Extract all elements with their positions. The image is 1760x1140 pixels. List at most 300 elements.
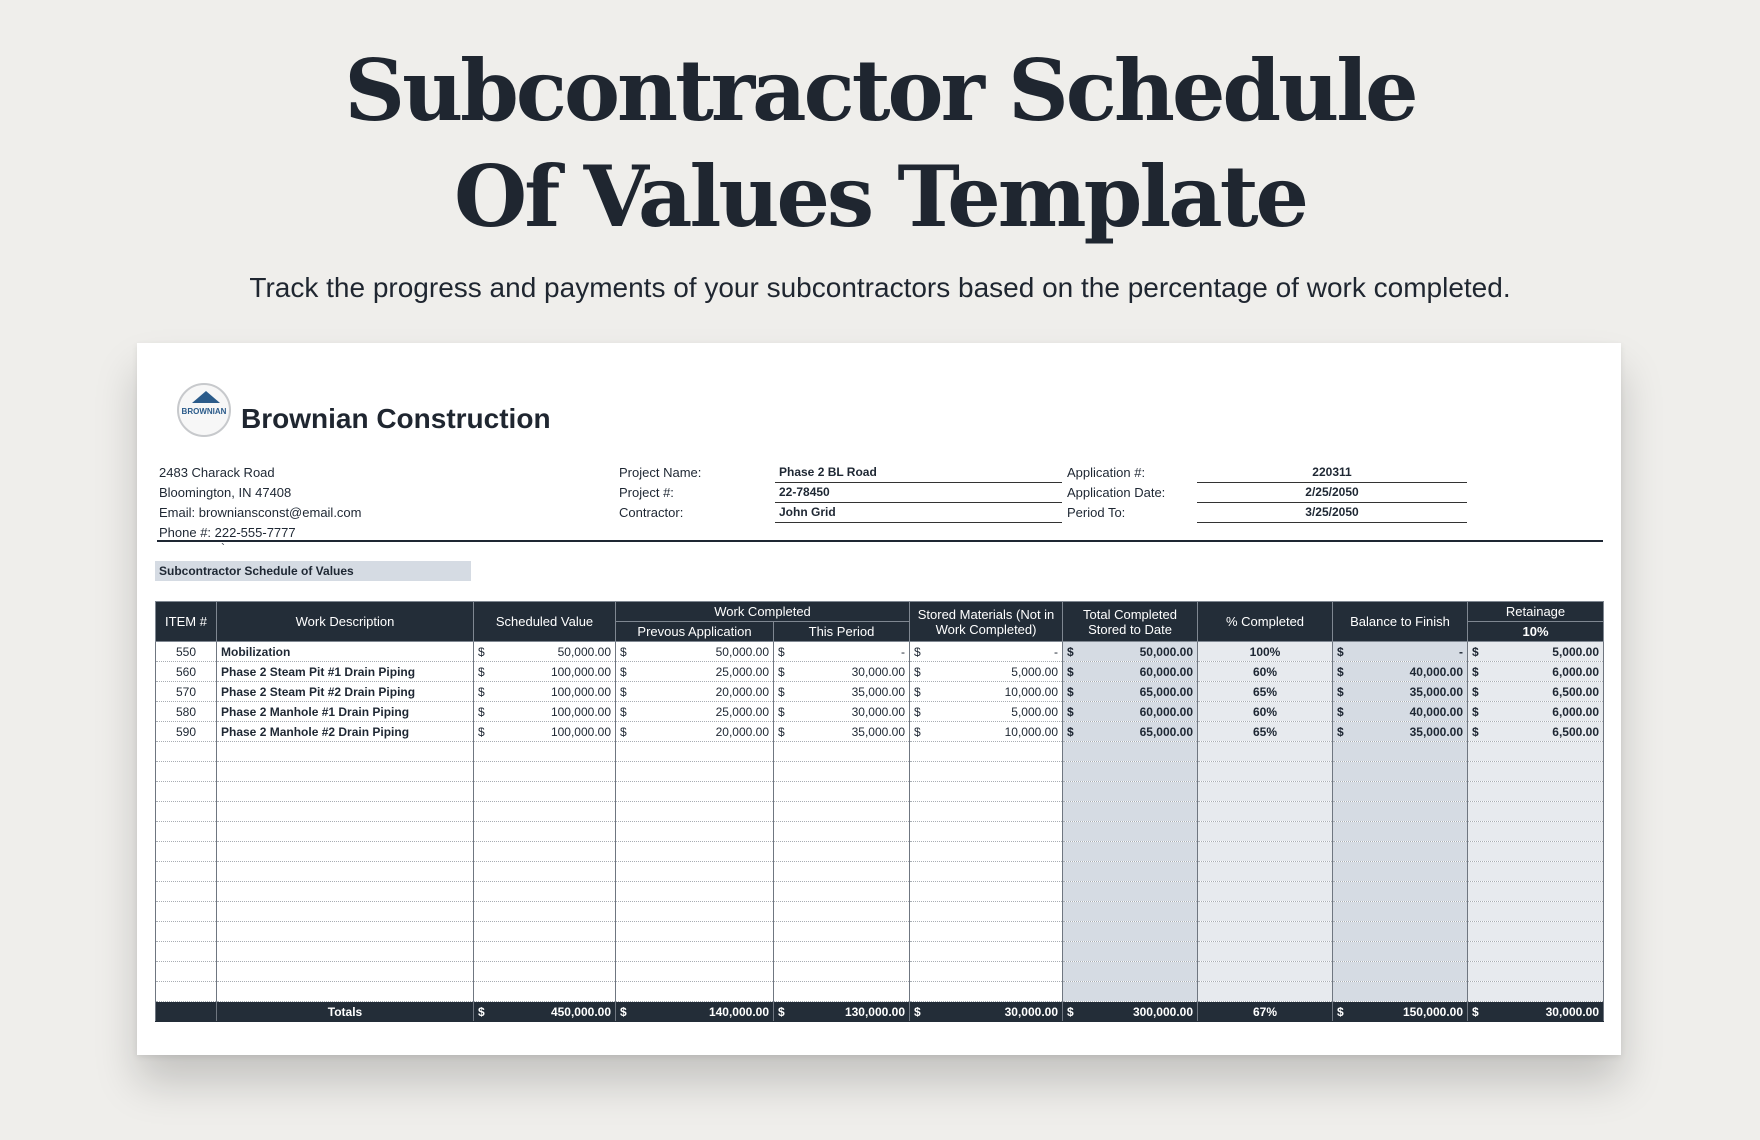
empty-cell[interactable] — [156, 922, 217, 942]
empty-cell[interactable] — [616, 822, 774, 842]
empty-cell[interactable] — [1468, 782, 1604, 802]
empty-cell[interactable] — [774, 982, 910, 1002]
empty-cell[interactable] — [1468, 802, 1604, 822]
currency-symbol: $ — [1472, 684, 1479, 699]
money-cell[interactable] — [910, 1002, 1063, 1022]
hero-title-line-1: Subcontractor Schedule — [344, 41, 1416, 140]
empty-cell[interactable] — [774, 882, 910, 902]
amount: 40,000.00 — [1409, 664, 1464, 679]
amount: 450,000.00 — [550, 1004, 611, 1019]
money-cell[interactable] — [1333, 1002, 1468, 1022]
money-cell[interactable] — [474, 722, 616, 742]
amount: 30,000.00 — [851, 664, 906, 679]
empty-cell[interactable] — [217, 982, 474, 1002]
empty-cell[interactable] — [1063, 782, 1198, 802]
amount: 35,000.00 — [1409, 684, 1464, 699]
empty-cell[interactable] — [1468, 842, 1604, 862]
empty-cell[interactable] — [474, 922, 616, 942]
table-row — [156, 662, 1604, 682]
currency-symbol: $ — [620, 684, 627, 699]
amount: 25,000.00 — [715, 664, 769, 679]
currency-symbol: $ — [1067, 684, 1074, 699]
empty-row — [156, 862, 1604, 882]
currency-symbol: $ — [914, 664, 921, 679]
currency-symbol: $ — [778, 724, 785, 739]
empty-cell[interactable] — [910, 922, 1063, 942]
money-value — [778, 705, 905, 719]
empty-cell[interactable] — [1333, 802, 1468, 822]
money-cell[interactable] — [774, 702, 910, 722]
amount: 30,000.00 — [851, 704, 906, 719]
empty-cell[interactable] — [1333, 762, 1468, 782]
money-value — [620, 685, 769, 699]
percent-completed-cell[interactable]: 60% — [1198, 662, 1333, 682]
money-value — [478, 705, 611, 719]
empty-cell[interactable] — [774, 842, 910, 862]
period-to-field[interactable]: 3/25/2050 — [1197, 503, 1467, 523]
money-cell[interactable] — [774, 682, 910, 702]
empty-cell[interactable] — [1468, 822, 1604, 842]
empty-cell[interactable] — [474, 862, 616, 882]
money-value — [1337, 645, 1463, 659]
empty-cell[interactable] — [1198, 762, 1333, 782]
work-description-cell[interactable]: Phase 2 Steam Pit #1 Drain Piping — [217, 662, 474, 682]
table-row — [156, 642, 1604, 662]
amount: - — [1054, 644, 1059, 659]
empty-cell[interactable] — [1333, 982, 1468, 1002]
empty-cell[interactable] — [616, 802, 774, 822]
money-cell[interactable] — [1468, 662, 1604, 682]
percent-completed-cell[interactable]: 60% — [1198, 702, 1333, 722]
money-cell[interactable] — [616, 702, 774, 722]
work-description-cell[interactable]: Phase 2 Manhole #2 Drain Piping — [217, 722, 474, 742]
money-cell[interactable] — [616, 682, 774, 702]
currency-symbol: $ — [620, 704, 627, 719]
empty-cell[interactable] — [774, 922, 910, 942]
totals-label: Totals — [217, 1002, 474, 1022]
empty-cell[interactable] — [616, 922, 774, 942]
empty-cell[interactable] — [774, 762, 910, 782]
project-labels — [619, 463, 701, 523]
money-cell[interactable] — [1063, 642, 1198, 662]
item-number-cell[interactable]: 570 — [156, 682, 217, 702]
empty-cell[interactable] — [1333, 882, 1468, 902]
empty-cell[interactable] — [156, 962, 217, 982]
money-cell[interactable] — [1333, 702, 1468, 722]
empty-cell[interactable] — [1198, 842, 1333, 862]
empty-cell[interactable] — [217, 822, 474, 842]
amount: 30,000.00 — [1545, 1004, 1600, 1019]
work-description-cell[interactable]: Phase 2 Steam Pit #2 Drain Piping — [217, 682, 474, 702]
currency-symbol: $ — [1472, 704, 1479, 719]
amount: 40,000.00 — [1409, 704, 1464, 719]
empty-cell[interactable] — [474, 802, 616, 822]
empty-cell[interactable] — [217, 802, 474, 822]
empty-cell[interactable] — [1198, 802, 1333, 822]
empty-cell[interactable] — [774, 742, 910, 762]
empty-cell[interactable] — [156, 942, 217, 962]
currency-symbol: $ — [914, 704, 921, 719]
money-value — [1067, 685, 1193, 699]
money-cell[interactable] — [1468, 642, 1604, 662]
project-number-field[interactable]: 22-78450 — [775, 483, 1062, 503]
money-value — [620, 665, 769, 679]
amount: 60,000.00 — [1139, 704, 1194, 719]
empty-cell[interactable] — [1468, 902, 1604, 922]
column-header-previous-application: Prevous Application — [616, 622, 774, 642]
empty-cell[interactable] — [910, 762, 1063, 782]
empty-cell[interactable] — [616, 862, 774, 882]
currency-symbol: $ — [478, 644, 485, 659]
empty-cell[interactable] — [910, 782, 1063, 802]
money-value — [1067, 725, 1193, 739]
contractor-field[interactable]: John Grid — [775, 503, 1062, 523]
application-number-field[interactable]: 220311 — [1197, 463, 1467, 483]
percent-completed-cell[interactable]: 65% — [1198, 722, 1333, 742]
work-description-cell[interactable]: Mobilization — [217, 642, 474, 662]
currency-symbol: $ — [620, 644, 627, 659]
empty-cell[interactable] — [1198, 742, 1333, 762]
empty-cell[interactable] — [910, 902, 1063, 922]
empty-cell[interactable] — [1333, 962, 1468, 982]
amount: - — [1459, 644, 1464, 659]
empty-cell[interactable] — [1198, 782, 1333, 802]
empty-cell[interactable] — [616, 742, 774, 762]
empty-cell[interactable] — [217, 782, 474, 802]
amount: 10,000.00 — [1004, 684, 1059, 699]
amount: 65,000.00 — [1139, 684, 1194, 699]
empty-cell[interactable] — [910, 802, 1063, 822]
retainage-percent[interactable]: 10% — [1468, 622, 1604, 642]
money-value — [1337, 705, 1463, 719]
currency-symbol: $ — [620, 1004, 627, 1019]
money-cell[interactable] — [774, 1002, 910, 1022]
empty-cell[interactable] — [1198, 942, 1333, 962]
column-header-this-period: This Period — [774, 622, 910, 642]
money-value — [914, 685, 1058, 699]
money-cell[interactable] — [1333, 682, 1468, 702]
percent-completed-cell[interactable]: 65% — [1198, 682, 1333, 702]
empty-cell[interactable] — [217, 862, 474, 882]
house-icon — [192, 391, 220, 403]
empty-cell[interactable] — [774, 862, 910, 882]
money-cell[interactable] — [616, 722, 774, 742]
column-header-retainage: Retainage — [1468, 602, 1604, 622]
empty-cell[interactable] — [616, 762, 774, 782]
currency-symbol: $ — [1067, 704, 1074, 719]
money-value — [778, 685, 905, 699]
empty-cell[interactable] — [1468, 882, 1604, 902]
currency-symbol: $ — [1472, 664, 1479, 679]
empty-cell[interactable] — [156, 742, 217, 762]
money-cell[interactable] — [1063, 662, 1198, 682]
empty-cell[interactable] — [616, 942, 774, 962]
amount: 50,000.00 — [1139, 644, 1194, 659]
item-number-cell[interactable]: 580 — [156, 702, 217, 722]
address-line-2: Bloomington, IN 47408 — [159, 485, 292, 500]
hero-title-line-2: Of Values Template — [454, 147, 1306, 246]
money-cell[interactable] — [910, 662, 1063, 682]
money-cell[interactable] — [474, 702, 616, 722]
empty-cell[interactable] — [910, 742, 1063, 762]
amount: 30,000.00 — [1004, 1004, 1059, 1019]
empty-cell[interactable] — [1198, 902, 1333, 922]
money-cell[interactable] — [910, 642, 1063, 662]
amount: 35,000.00 — [851, 684, 906, 699]
empty-cell[interactable] — [910, 822, 1063, 842]
currency-symbol: $ — [1067, 724, 1074, 739]
money-value — [1472, 645, 1599, 659]
work-description-cell[interactable]: Phase 2 Manhole #1 Drain Piping — [217, 702, 474, 722]
money-cell[interactable] — [616, 662, 774, 682]
hero-subtitle: Track the progress and payments of your subcontractors based on the percentage of work completed. — [249, 272, 1511, 303]
empty-cell[interactable] — [217, 922, 474, 942]
money-cell[interactable] — [1333, 642, 1468, 662]
empty-cell[interactable] — [474, 782, 616, 802]
empty-cell[interactable] — [774, 822, 910, 842]
money-value — [620, 725, 769, 739]
money-cell[interactable] — [474, 682, 616, 702]
empty-cell[interactable] — [1198, 862, 1333, 882]
empty-cell[interactable] — [1198, 822, 1333, 842]
application-date-field[interactable]: 2/25/2050 — [1197, 483, 1467, 503]
empty-cell[interactable] — [474, 842, 616, 862]
empty-cell[interactable] — [156, 882, 217, 902]
currency-symbol: $ — [478, 664, 485, 679]
empty-cell[interactable] — [474, 742, 616, 762]
money-cell[interactable] — [1333, 662, 1468, 682]
money-cell[interactable] — [474, 662, 616, 682]
empty-cell[interactable] — [474, 942, 616, 962]
empty-cell[interactable] — [774, 902, 910, 922]
empty-cell[interactable] — [156, 982, 217, 1002]
empty-cell[interactable] — [1198, 962, 1333, 982]
empty-cell[interactable] — [1198, 922, 1333, 942]
empty-cell[interactable] — [774, 962, 910, 982]
contractor-label: Contractor: — [619, 505, 684, 520]
empty-cell[interactable] — [474, 962, 616, 982]
money-cell[interactable] — [616, 642, 774, 662]
empty-cell[interactable] — [217, 962, 474, 982]
money-cell[interactable] — [910, 722, 1063, 742]
empty-cell[interactable] — [156, 762, 217, 782]
money-cell[interactable] — [1468, 682, 1604, 702]
empty-cell[interactable] — [217, 902, 474, 922]
money-value — [478, 685, 611, 699]
money-value — [1067, 705, 1193, 719]
empty-cell[interactable] — [1063, 742, 1198, 762]
empty-cell[interactable] — [1468, 962, 1604, 982]
empty-cell[interactable] — [156, 902, 217, 922]
amount: 65,000.00 — [1139, 724, 1194, 739]
column-header-total-completed: Total Completed Stored to Date — [1063, 602, 1198, 642]
empty-cell[interactable] — [616, 842, 774, 862]
money-value — [914, 725, 1058, 739]
amount: 20,000.00 — [715, 724, 769, 739]
empty-cell[interactable] — [1468, 922, 1604, 942]
money-value — [620, 645, 769, 659]
empty-cell[interactable] — [616, 882, 774, 902]
empty-cell[interactable] — [474, 882, 616, 902]
empty-cell[interactable] — [1333, 902, 1468, 922]
empty-cell[interactable] — [474, 762, 616, 782]
project-name-field[interactable]: Phase 2 BL Road — [775, 463, 1062, 483]
currency-symbol: $ — [1337, 704, 1344, 719]
empty-row — [156, 842, 1604, 862]
item-number-cell[interactable]: 560 — [156, 662, 217, 682]
percent-completed-cell[interactable]: 100% — [1198, 642, 1333, 662]
empty-cell[interactable] — [910, 982, 1063, 1002]
empty-cell[interactable] — [1063, 762, 1198, 782]
money-value — [1472, 1005, 1599, 1019]
money-cell[interactable] — [474, 642, 616, 662]
amount: 50,000.00 — [715, 644, 769, 659]
section-title: Subcontractor Schedule of Values — [155, 561, 471, 581]
currency-symbol: $ — [778, 664, 785, 679]
project-values — [775, 463, 1062, 523]
empty-cell[interactable] — [1468, 982, 1604, 1002]
column-header-stored-materials: Stored Materials (Not in Work Completed) — [910, 602, 1063, 642]
money-cell[interactable] — [1468, 722, 1604, 742]
empty-cell[interactable] — [1468, 862, 1604, 882]
empty-cell[interactable] — [1063, 882, 1198, 902]
currency-symbol: $ — [1472, 1004, 1479, 1019]
empty-row — [156, 922, 1604, 942]
currency-symbol: $ — [1337, 684, 1344, 699]
empty-cell[interactable] — [1468, 762, 1604, 782]
empty-cell[interactable] — [910, 842, 1063, 862]
empty-cell[interactable] — [1063, 942, 1198, 962]
money-value — [914, 665, 1058, 679]
amount: 300,000.00 — [1132, 1004, 1194, 1019]
money-cell[interactable] — [474, 1002, 616, 1022]
empty-cell[interactable] — [1333, 782, 1468, 802]
empty-cell[interactable] — [1333, 942, 1468, 962]
money-cell[interactable] — [1468, 702, 1604, 722]
empty-cell[interactable] — [910, 862, 1063, 882]
empty-cell[interactable] — [217, 882, 474, 902]
empty-cell[interactable] — [1333, 742, 1468, 762]
amount: 25,000.00 — [715, 704, 769, 719]
empty-row — [156, 962, 1604, 982]
empty-cell[interactable] — [1063, 962, 1198, 982]
empty-cell[interactable] — [1468, 942, 1604, 962]
spreadsheet-document — [137, 343, 1621, 1055]
empty-cell[interactable] — [774, 782, 910, 802]
totals-percent-cell[interactable]: 67% — [1198, 1002, 1333, 1022]
empty-cell[interactable] — [156, 782, 217, 802]
empty-cell[interactable] — [474, 822, 616, 842]
empty-cell[interactable] — [1333, 822, 1468, 842]
money-cell[interactable] — [1063, 722, 1198, 742]
money-cell[interactable] — [774, 642, 910, 662]
empty-cell[interactable] — [1468, 742, 1604, 762]
empty-cell[interactable] — [1333, 922, 1468, 942]
empty-cell[interactable] — [616, 782, 774, 802]
money-cell[interactable] — [910, 702, 1063, 722]
currency-symbol: $ — [1067, 644, 1074, 659]
currency-symbol: $ — [620, 724, 627, 739]
item-number-cell[interactable]: 550 — [156, 642, 217, 662]
money-cell[interactable] — [774, 662, 910, 682]
currency-symbol: $ — [914, 684, 921, 699]
empty-cell[interactable] — [217, 762, 474, 782]
empty-cell[interactable] — [1063, 922, 1198, 942]
currency-symbol: $ — [914, 644, 921, 659]
amount: 100,000.00 — [550, 724, 611, 739]
money-value — [914, 705, 1058, 719]
project-number-label: Project #: — [619, 485, 674, 500]
money-value — [778, 725, 905, 739]
money-cell[interactable] — [910, 682, 1063, 702]
empty-cell[interactable] — [1198, 882, 1333, 902]
currency-symbol: $ — [478, 704, 485, 719]
empty-cell[interactable] — [156, 802, 217, 822]
empty-cell[interactable] — [1063, 822, 1198, 842]
empty-cell[interactable] — [156, 842, 217, 862]
empty-cell[interactable] — [616, 962, 774, 982]
empty-cell[interactable] — [910, 942, 1063, 962]
money-cell[interactable] — [1063, 682, 1198, 702]
empty-row — [156, 762, 1604, 782]
currency-symbol: $ — [1472, 724, 1479, 739]
empty-cell[interactable] — [1063, 802, 1198, 822]
empty-cell[interactable] — [217, 842, 474, 862]
empty-cell[interactable] — [1198, 982, 1333, 1002]
empty-row — [156, 982, 1604, 1002]
empty-cell[interactable] — [217, 942, 474, 962]
money-value — [778, 645, 905, 659]
money-cell[interactable] — [774, 722, 910, 742]
empty-cell[interactable] — [1333, 862, 1468, 882]
currency-symbol: $ — [914, 1004, 921, 1019]
empty-row — [156, 902, 1604, 922]
table-row — [156, 722, 1604, 742]
money-value — [1067, 665, 1193, 679]
money-cell[interactable] — [1333, 722, 1468, 742]
empty-cell[interactable] — [774, 942, 910, 962]
empty-cell[interactable] — [910, 962, 1063, 982]
empty-cell[interactable] — [910, 882, 1063, 902]
money-cell[interactable] — [616, 1002, 774, 1022]
header-divider — [157, 540, 1603, 542]
empty-cell[interactable] — [1063, 982, 1198, 1002]
money-cell[interactable] — [1063, 1002, 1198, 1022]
empty-cell[interactable] — [156, 822, 217, 842]
money-cell[interactable] — [1468, 1002, 1604, 1022]
money-cell[interactable] — [1063, 702, 1198, 722]
empty-cell[interactable] — [1063, 842, 1198, 862]
item-number-cell[interactable]: 590 — [156, 722, 217, 742]
empty-cell[interactable] — [774, 802, 910, 822]
empty-cell[interactable] — [1063, 862, 1198, 882]
amount: 140,000.00 — [708, 1004, 769, 1019]
column-header-work-completed: Work Completed — [616, 602, 910, 622]
empty-cell[interactable] — [1333, 842, 1468, 862]
empty-cell[interactable] — [156, 862, 217, 882]
empty-cell[interactable] — [1063, 902, 1198, 922]
currency-symbol: $ — [778, 1004, 785, 1019]
empty-cell[interactable] — [474, 902, 616, 922]
empty-cell[interactable] — [474, 982, 616, 1002]
empty-cell[interactable] — [217, 742, 474, 762]
money-value — [620, 705, 769, 719]
amount: 5,000.00 — [1552, 644, 1600, 659]
money-value — [778, 665, 905, 679]
empty-cell[interactable] — [616, 982, 774, 1002]
logo-text: BROWNIAN — [181, 407, 227, 416]
empty-cell[interactable] — [616, 902, 774, 922]
